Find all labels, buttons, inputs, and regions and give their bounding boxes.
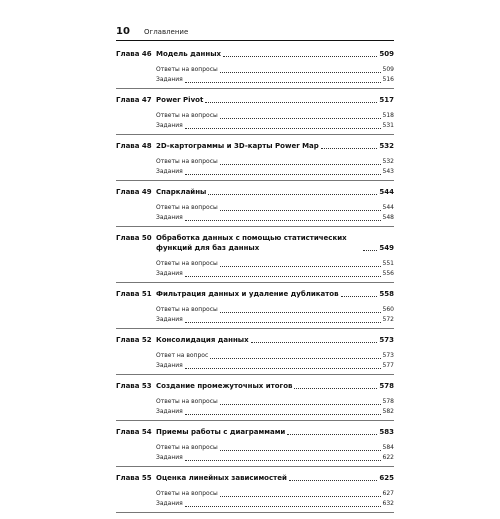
chapter-body	[156, 289, 394, 299]
chapter-label: Глава 51	[116, 290, 152, 298]
subsection-title: Задания	[156, 122, 183, 129]
chapter-body	[156, 233, 394, 253]
subsection-list	[116, 489, 394, 509]
chapter-label: Глава 53	[116, 382, 152, 390]
subsection-page-number: 551	[382, 260, 394, 267]
subsection-entry[interactable]	[156, 121, 394, 131]
subsection-entry[interactable]	[156, 203, 394, 213]
subsection-list	[116, 111, 394, 131]
dot-leader	[185, 414, 381, 415]
subsection-entry[interactable]	[156, 65, 394, 75]
chapter-page-number: 517	[379, 96, 394, 104]
chapter-title: 2D-картограммы и 3D-карты Power Map	[156, 142, 319, 150]
chapter-title: Спарклайны	[156, 188, 207, 196]
subsection-list	[116, 259, 394, 279]
chapter-label: Глава 47	[116, 96, 152, 104]
dot-leader	[220, 164, 381, 165]
subsection-page-number: 531	[382, 122, 394, 129]
subsection-title: Задания	[156, 168, 183, 175]
subsection-list	[116, 397, 394, 417]
chapter-body	[156, 381, 394, 391]
chapter-body	[156, 49, 394, 59]
subsection-list	[116, 443, 394, 463]
subsection-title: Ответы на вопросы	[156, 490, 218, 497]
dot-leader	[185, 368, 381, 369]
subsection-page-number: 584	[382, 444, 394, 451]
subsection-title: Задания	[156, 316, 183, 323]
subsection-title: Ответы на вопросы	[156, 260, 218, 267]
subsection-entry[interactable]	[156, 157, 394, 167]
dot-leader	[185, 276, 381, 277]
subsection-entry[interactable]	[156, 305, 394, 315]
subsection-title: Задания	[156, 500, 183, 507]
subsection-list	[116, 351, 394, 371]
chapter-title: Оценка линейных зависимостей	[156, 474, 287, 482]
dot-leader	[220, 118, 381, 119]
chapter-label: Глава 46	[116, 50, 152, 58]
chapter-label: Глава 55	[116, 474, 152, 482]
chapter-entry[interactable]	[116, 141, 394, 151]
dot-leader	[185, 174, 381, 175]
subsection-title: Ответы на вопросы	[156, 158, 218, 165]
subsection-list	[116, 65, 394, 85]
chapter-title: Фильтрация данных и удаление дубликатов	[156, 290, 339, 298]
dot-leader	[220, 72, 381, 73]
chapter-body	[156, 95, 394, 105]
chapter-entry[interactable]	[116, 427, 394, 437]
subsection-entry[interactable]	[156, 407, 394, 417]
dot-leader	[185, 506, 381, 507]
chapter-title: Приемы работы с диаграммами	[156, 428, 286, 436]
chapter-page-number: 558	[379, 290, 394, 298]
chapter-page-number: 549	[379, 244, 394, 252]
dot-leader	[185, 322, 381, 323]
subsection-page-number: 532	[382, 158, 394, 165]
chapter-entry[interactable]	[116, 49, 394, 59]
chapter-label: Глава 48	[116, 142, 152, 150]
dot-leader	[185, 128, 381, 129]
chapter-entry[interactable]	[116, 95, 394, 105]
subsection-page-number: 544	[382, 204, 394, 211]
toc-chapter	[116, 95, 394, 135]
subsection-page-number: 572	[382, 316, 394, 323]
chapter-page-number: 625	[379, 474, 394, 482]
dot-leader	[220, 496, 381, 497]
subsection-entry[interactable]	[156, 443, 394, 453]
dot-leader	[220, 312, 381, 313]
chapter-label: Глава 52	[116, 336, 152, 344]
dot-leader	[287, 434, 377, 435]
subsection-entry[interactable]	[156, 489, 394, 499]
subsection-page-number: 622	[382, 454, 394, 461]
subsection-title: Задания	[156, 408, 183, 415]
subsection-entry[interactable]	[156, 269, 394, 279]
subsection-entry[interactable]	[156, 213, 394, 223]
chapter-body	[156, 141, 394, 151]
dot-leader	[341, 296, 378, 297]
dot-leader	[220, 450, 381, 451]
toc-chapter	[116, 233, 394, 283]
chapter-page-number: 573	[379, 336, 394, 344]
subsection-title: Задания	[156, 270, 183, 277]
dot-leader	[251, 342, 378, 343]
chapter-title: Создание промежуточных итогов	[156, 382, 293, 390]
chapter-entry[interactable]	[116, 335, 394, 345]
chapter-body	[156, 187, 394, 197]
toc-chapter	[116, 289, 394, 329]
subsection-page-number: 556	[382, 270, 394, 277]
chapter-label: Глава 49	[116, 188, 152, 196]
dot-leader	[223, 56, 377, 57]
subsection-title: Ответы на вопросы	[156, 204, 218, 211]
subsection-page-number: 516	[382, 76, 394, 83]
chapter-title: Обработка данных с помощью статистических функций для баз данных	[156, 234, 347, 252]
dot-leader	[321, 148, 378, 149]
dot-leader	[289, 480, 378, 481]
subsection-list	[116, 203, 394, 223]
dot-leader	[210, 358, 380, 359]
chapter-title: Power Pivot	[156, 96, 204, 104]
subsection-title: Ответ на вопрос	[156, 352, 209, 359]
subsection-entry[interactable]	[156, 167, 394, 177]
chapter-title: Консолидация данных	[156, 336, 249, 344]
subsection-entry[interactable]	[156, 351, 394, 361]
subsection-entry[interactable]	[156, 453, 394, 463]
toc-chapter	[116, 473, 394, 513]
subsection-page-number: 573	[382, 352, 394, 359]
dot-leader	[220, 404, 381, 405]
chapter-entry[interactable]	[116, 381, 394, 391]
subsection-page-number: 578	[382, 398, 394, 405]
chapter-title: Модель данных	[156, 50, 222, 58]
subsection-page-number: 543	[382, 168, 394, 175]
chapter-page-number: 509	[379, 50, 394, 58]
toc-chapter	[116, 141, 394, 181]
dot-leader	[185, 460, 381, 461]
chapter-label: Глава 50	[116, 234, 152, 242]
subsection-entry[interactable]	[156, 111, 394, 121]
chapter-page-number: 532	[379, 142, 394, 150]
toc-chapter	[116, 187, 394, 227]
subsection-title: Ответы на вопросы	[156, 112, 218, 119]
subsection-entry[interactable]	[156, 361, 394, 371]
subsection-entry[interactable]	[156, 315, 394, 325]
subsection-title: Задания	[156, 214, 183, 221]
subsection-page-number: 632	[382, 500, 394, 507]
dot-leader	[205, 102, 377, 103]
toc-chapter	[116, 335, 394, 375]
chapter-entry[interactable]	[116, 289, 394, 299]
dot-leader	[208, 194, 377, 195]
subsection-title: Задания	[156, 362, 183, 369]
subsection-entry[interactable]	[156, 397, 394, 407]
subsection-page-number: 582	[382, 408, 394, 415]
chapter-body	[156, 335, 394, 345]
dot-leader	[185, 82, 381, 83]
subsection-title: Ответы на вопросы	[156, 398, 218, 405]
subsection-title: Задания	[156, 76, 183, 83]
chapter-body	[156, 473, 394, 483]
toc-chapter	[116, 49, 394, 89]
subsection-page-number: 627	[382, 490, 394, 497]
subsection-title: Ответы на вопросы	[156, 444, 218, 451]
subsection-entry[interactable]	[156, 499, 394, 509]
dot-leader	[185, 220, 381, 221]
subsection-title: Ответы на вопросы	[156, 66, 218, 73]
subsection-list	[116, 305, 394, 325]
dot-leader	[363, 250, 377, 251]
chapter-entry[interactable]	[116, 473, 394, 483]
toc-chapter	[116, 427, 394, 467]
subsection-entry[interactable]	[156, 259, 394, 269]
subsection-list	[116, 157, 394, 177]
chapter-page-number: 578	[379, 382, 394, 390]
subsection-page-number: 560	[382, 306, 394, 313]
subsection-page-number: 509	[382, 66, 394, 73]
chapter-page-number: 583	[379, 428, 394, 436]
dot-leader	[220, 266, 381, 267]
dot-leader	[220, 210, 381, 211]
chapter-entry[interactable]	[116, 187, 394, 197]
chapter-body	[156, 427, 394, 437]
subsection-title: Ответы на вопросы	[156, 306, 218, 313]
toc-chapter	[116, 381, 394, 421]
subsection-page-number: 518	[382, 112, 394, 119]
subsection-page-number: 577	[382, 362, 394, 369]
table-of-contents	[116, 49, 394, 519]
subsection-entry[interactable]	[156, 75, 394, 85]
page-number: 10	[116, 26, 130, 37]
chapter-label: Глава 54	[116, 428, 152, 436]
chapter-page-number: 544	[379, 188, 394, 196]
page-header	[116, 26, 394, 41]
dot-leader	[294, 388, 377, 389]
subsection-page-number: 548	[382, 214, 394, 221]
subsection-title: Задания	[156, 454, 183, 461]
running-title: Оглавление	[144, 28, 189, 36]
chapter-entry[interactable]	[116, 233, 394, 253]
